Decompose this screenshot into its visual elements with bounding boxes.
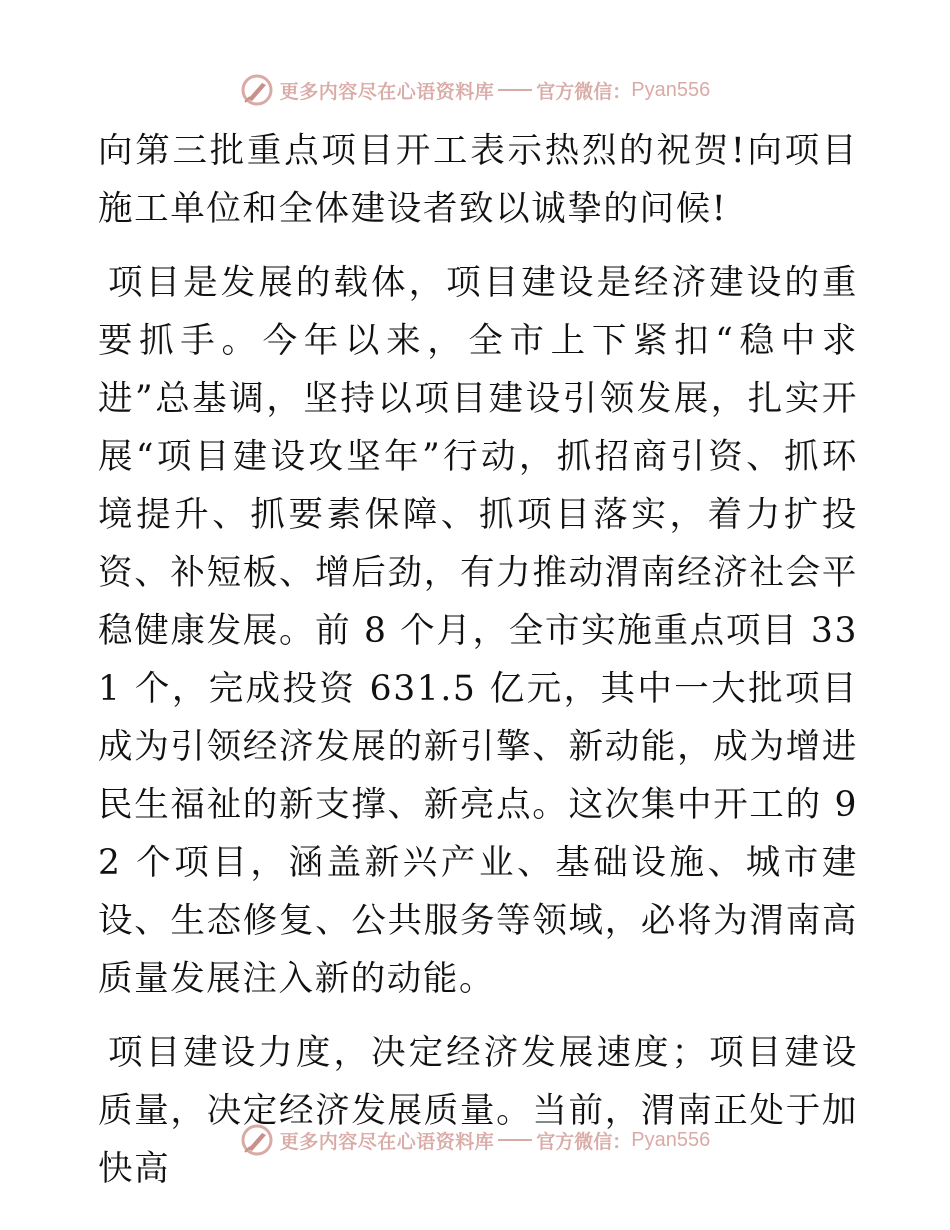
document-body xyxy=(98,122,858,1198)
quill-logo-icon xyxy=(240,1123,274,1157)
watermark-text: 更多内容尽在心语资料库 xyxy=(279,1130,495,1153)
watermark-dash xyxy=(498,1139,532,1141)
quill-logo-icon xyxy=(240,73,274,107)
paragraph-1: 向第三批重点项目开工表示热烈的祝贺!向项目施工单位和全体建设者致以诚挚的问候! xyxy=(98,131,858,229)
paragraph-3: 项目建设力度，决定经济发展速度；项目建设质量，决定经济发展质量。当前，渭南正处于加快高 xyxy=(98,1033,858,1189)
header-watermark xyxy=(0,70,950,110)
paragraph-2: 项目是发展的载体，项目建设是经济建设的重要抓手。今年以来，全市上下紧扣“稳中求进”总基调，坚持以项目建设引领发展，扎实开展“项目建设攻坚年”行动，抓招商引资、抓环境提升、抓要素保障、抓项目落实，着力扩投资、补短板、增后劲，有力推动渭南经济社会平稳健康发展。前 8 个月，全市实施重点项目 331 个，完成投资 631.5 亿元，其中一大批项目成为引领经济发展的新引擎、新动能，成为增进民生福祉的新支撑、新亮点。这次集中开工的 92 个项目，涵盖新兴产业、基础设施、城市建设、生态修复、公共服务等领域，必将为渭南高质量发展注入新的动能。 xyxy=(98,263,858,999)
watermark-sub: 官方微信： xyxy=(536,1130,632,1153)
footer-watermark xyxy=(0,1120,950,1160)
watermark-sub: 官方微信： xyxy=(536,80,632,103)
watermark-text: 更多内容尽在心语资料库 xyxy=(279,80,495,103)
watermark-dash xyxy=(498,89,532,91)
watermark-id: Pyan556 xyxy=(631,78,711,101)
watermark-id: Pyan556 xyxy=(631,1128,711,1151)
